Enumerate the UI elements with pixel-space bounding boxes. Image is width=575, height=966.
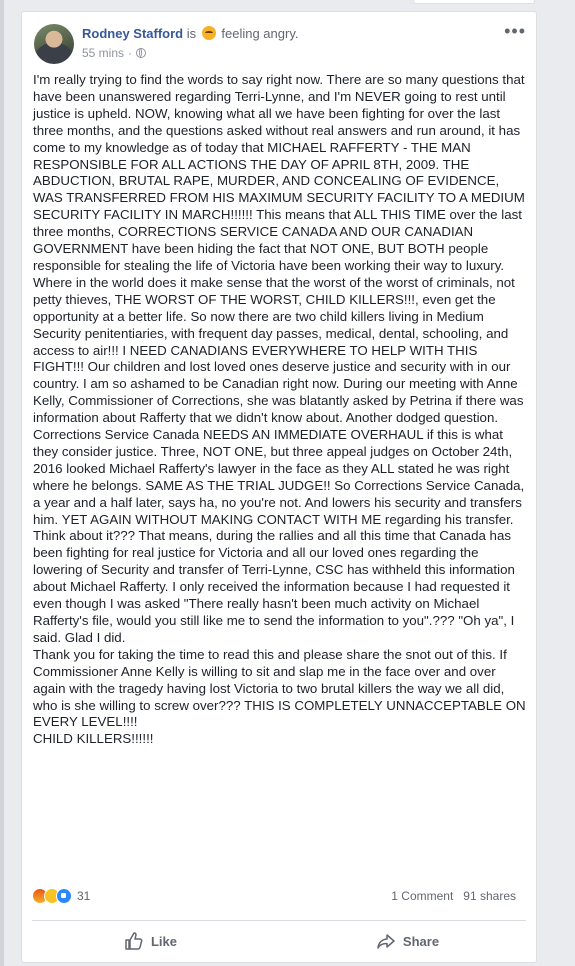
previous-card-edge [413, 0, 535, 4]
post-header [82, 26, 298, 41]
post-paragraph: CHILD KILLERS!!!!!! [33, 731, 154, 747]
like-reaction-icon [56, 888, 72, 904]
share-label: Share [402, 933, 440, 949]
share-button[interactable] [279, 922, 536, 960]
post-body [33, 72, 526, 748]
post-paragraph: Thank you for taking the time to read this and please share the snot out of this. If Commissioner Anne Kelly is willing to sit and slap me in the face over and over again with the tragedy having lost Victoria to two brutal killers the way we all did, who is she willing to screw over??? THIS IS COMPLETELY UNNACCEPTABLE ON EVERY LEVEL!!!! [33, 646, 526, 730]
post-card [21, 11, 537, 963]
share-count-link[interactable]: 91 shares [463, 889, 516, 903]
divider [32, 920, 526, 921]
feeling-text: feeling angry. [221, 26, 299, 41]
more-options-icon[interactable]: ••• [504, 21, 526, 41]
like-button[interactable] [22, 922, 279, 960]
left-scroll-edge [0, 0, 4, 966]
action-bar [22, 922, 536, 960]
post-meta [82, 46, 146, 60]
thumbs-up-icon [124, 931, 144, 951]
meta-separator: · [128, 46, 133, 60]
like-label: Like [150, 933, 177, 949]
feeling-prefix: is [186, 26, 197, 41]
reaction-count[interactable]: 31 [77, 889, 91, 903]
avatar[interactable] [34, 24, 74, 64]
reactions-summary[interactable] [32, 888, 90, 904]
post-paragraph: I'm really trying to find the words to say right now. There are so many questions that have been unanswered regarding Terri-Lynne, and I'm NEVER going to rest until justice is upheld. NOW, knowing what all we have been fighting for over the last three months, and the questions asked without real answers and run around, it has come to my knowledge as of today that MICHAEL RAFFERTY - THE MAN RESPONSIBLE FOR ALL ACTIONS THE DAY OF APRIL 8TH, 2009. THE ABDUCTION, BRUTAL RAPE, MURDER, AND CONCEALING OF EVIDENCE, WAS TRANSFERRED FROM HIS MAXIMUM SECURITY FACILITY TO A MEDIUM SECURITY FACILITY IN MARCH!!!!!! This means that ALL THIS TIME over the last three months, CORRECTIONS SERVICE CANADA AND OUR CANADIAN GOVERNMENT have been hiding the fact that NOT ONE, BUT BOTH people responsible for stealing the life of Victoria have been working their way to luxury. Where in the world does it make sense that the worst of the worst of criminals, not petty thieves, THE WORST OF THE WORST, CHILD KILLERS!!!, even get the opportunity at a better life. So now there are two child killers living in Medium Security penitentiaries, with frequent day passes, medical, dental, schooling, and access to air!!! I NEED CANADIANS EVERYWHERE TO HELP WITH THIS FIGHT!!! Our children and lost loved ones deserve justice and security with in our country. I am so ashamed to be Canadian right now. During our meeting with Anne Kelly, Commissioner of Corrections, she was blatantly asked by Petrina if there was information about Rafferty that we didn't know about. Another dodged question. Corrections Service Canada NEEDS AN IMMEDIATE OVERHAUL if this is what they consider justice. Three, NOT ONE, but three appeal judges on October 24th, 2016 looked Michael Rafferty's lawyer in the face as they ALL stated he was right where he belongs. SAME AS THE TRIAL JUDGE!! So Corrections Service Canada, a year and a half later, says ha, no you're not. And lowers his security and transfers him. YET AGAIN WITHOUT MAKING CONTACT WITH ME regarding his transfer. Think about it??? That means, during the rallies and all this time that Canada has been fighting for real justice for Victoria and all our loved ones regarding the lowering of Security and transfer of Terri-Lynne, CSC has withheld this information about Michael Rafferty. I only received the information because I had requested it even though I was asked "There really hasn't been much activity on Michael Rafferty's file, would you still like me to send the information to you".??? "Oh ya", I said. Glad I did. [33, 72, 525, 645]
share-arrow-icon [376, 931, 396, 951]
comment-count-link[interactable]: 1 Comment [391, 889, 454, 903]
post-timestamp[interactable]: 55 mins [82, 46, 125, 60]
globe-icon[interactable] [136, 48, 146, 58]
post-stats [32, 888, 526, 908]
engagement-counts [391, 889, 516, 903]
author-name[interactable]: Rodney Stafford [82, 26, 184, 41]
angry-face-icon [202, 26, 216, 40]
